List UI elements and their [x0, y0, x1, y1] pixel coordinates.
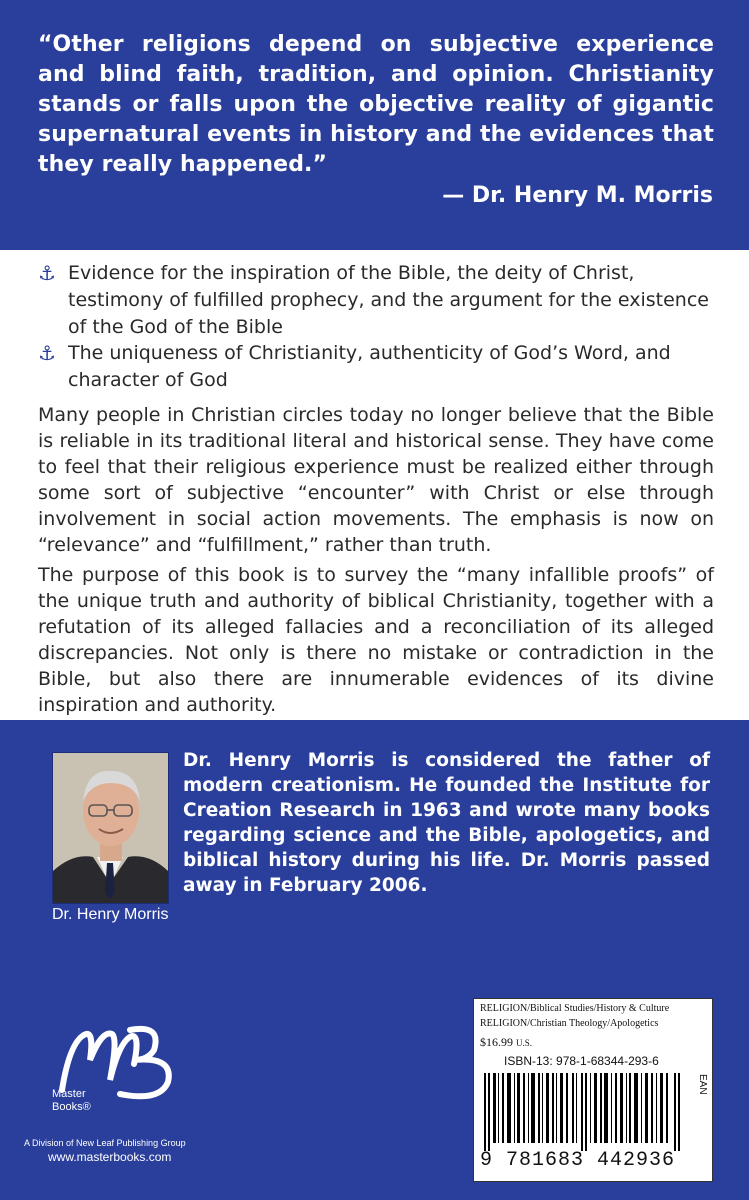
photo-caption: Dr. Henry Morris: [52, 906, 169, 923]
anchor-icon: ⚓: [38, 261, 56, 285]
publisher-name-line1: Master: [52, 1088, 86, 1100]
author-bio: Dr. Henry Morris is considered the father of modern creationism. He founded the Institute for Creation Research in 1963 and wrote many books regarding science and the Bible, apologetics, and biblical history during his life. Dr. Morris passed away in February 2006.: [183, 750, 710, 896]
barcode-bars: [484, 1073, 684, 1151]
isbn: ISBN-13: 978-1-68344-293-6: [504, 1054, 659, 1068]
bullet-item: [38, 340, 714, 394]
category-line-2: RELIGION/Christian Theology/Apologetics: [480, 1018, 659, 1029]
publisher-name-line2: Books®: [52, 1101, 91, 1113]
price-unit: U.S.: [516, 1038, 533, 1048]
description-paragraph: The purpose of this book is to survey the “many infallible proofs” of the unique truth and authority of biblical Christianity, together with a refutation of its alleged fallacies and a reconciliation of its alleged discrepancies. Not only is there no mistake or contradiction in the Bible, but also there are innumerable evidences of its divine inspiration and authority.: [38, 564, 714, 716]
barcode-digits: 9 781683 442936: [480, 1149, 676, 1172]
publisher-url: www.masterbooks.com: [48, 1150, 172, 1164]
ean-label: EAN: [697, 1074, 708, 1095]
price: [480, 1035, 532, 1050]
author-photo: [52, 752, 169, 904]
category-line-1: RELIGION/Biblical Studies/History & Culture: [480, 1003, 670, 1014]
quote-section: [0, 0, 749, 250]
description-paragraph: Many people in Christian circles today no longer believe that the Bible is reliable in its traditional literal and historical sense. They have come to feel that their religious experience must be realized either through some sort of subjective “encounter” with Christ or else through involvement in social action movements. The emphasis is now on “relevance” and “fulfillment,” rather than truth.: [38, 404, 714, 556]
publisher-division: A Division of New Leaf Publishing Group: [24, 1138, 186, 1148]
description-section: [0, 250, 749, 720]
bullet-text: The uniqueness of Christianity, authenticity of God’s Word, and character of God: [68, 342, 671, 391]
bullet-text: Evidence for the inspiration of the Bible, the deity of Christ, testimony of fulfilled prophecy, and the argument for the existence of the God of the Bible: [68, 262, 709, 338]
anchor-icon: ⚓: [38, 341, 56, 365]
quote-text: “Other religions depend on subjective experience and blind faith, tradition, and opinion. Christianity stands or falls upon the objective reality of gigantic supernatural events in history and the evidences that they really happened.”: [38, 32, 714, 177]
quote-attribution: — Dr. Henry M. Morris: [442, 183, 713, 208]
author-section: [0, 720, 749, 1200]
barcode-panel: [473, 998, 713, 1182]
price-value: $16.99: [480, 1035, 513, 1049]
bullet-item: [38, 260, 714, 341]
